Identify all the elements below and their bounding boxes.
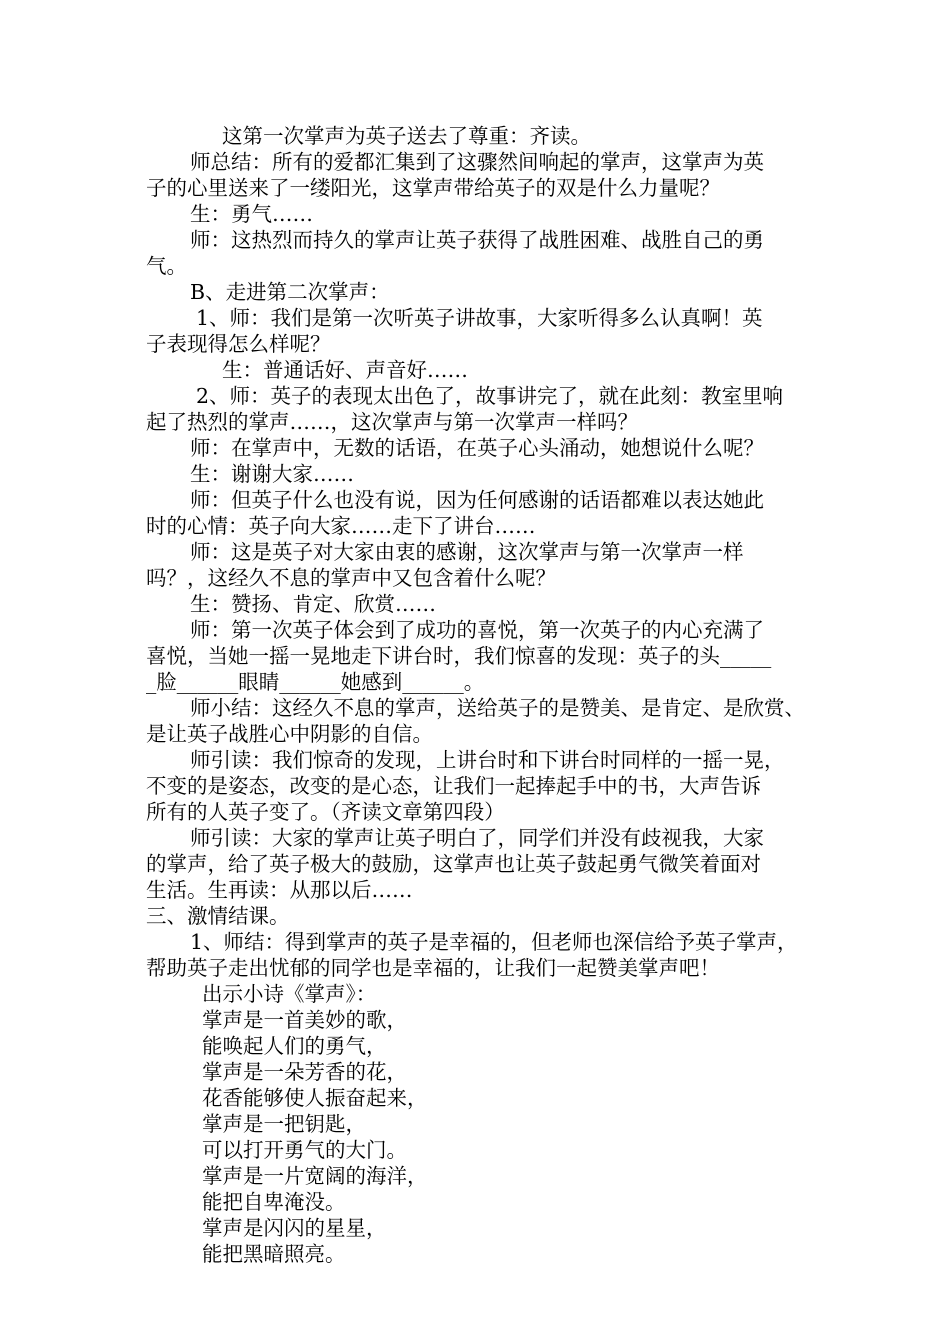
poem-line: 掌声是一首美妙的歌， — [202, 1008, 407, 1032]
poem-line: 能把自卑淹没。 — [202, 1190, 346, 1214]
section-heading: 三、激情结课。 — [146, 904, 290, 928]
poem-line: 花香能够使人振奋起来， — [202, 1086, 428, 1110]
poem-line: 掌声是闪闪的星星， — [202, 1216, 387, 1240]
text-line: 师：这热烈而持久的掌声让英子获得了战胜困难、战胜自己的勇 — [190, 228, 764, 252]
text-line: 1、师：我们是第一次听英子讲故事，大家听得多么认真啊！英 — [196, 306, 763, 330]
poem-line: 掌声是一朵芳香的花， — [202, 1060, 407, 1084]
section-heading: B、走进第二次掌声： — [190, 280, 390, 304]
text-line: 起了热烈的掌声……，这次掌声与第一次掌声一样吗？ — [146, 410, 638, 434]
text-line: 生：赞扬、肯定、欣赏…… — [190, 592, 436, 616]
poem-line: 掌声是一把钥匙， — [202, 1112, 366, 1136]
text-line: 师：但英子什么也没有说，因为任何感谢的话语都难以表达她此 — [190, 488, 764, 512]
text-line: 喜悦，当她一摇一晃地走下讲台时，我们惊喜的发现：英子的头_____ — [146, 644, 772, 668]
text-line: 气。 — [146, 254, 187, 278]
poem-line: 能把黑暗照亮。 — [202, 1242, 346, 1266]
text-line: 子的心里送来了一缕阳光，这掌声带给英子的双是什么力量呢？ — [146, 176, 720, 200]
text-line: 师引读：我们惊奇的发现，上讲台时和下讲台时同样的一摇一晃， — [190, 748, 785, 772]
text-line: 生活。生再读：从那以后…… — [146, 878, 413, 902]
text-line: 师小结：这经久不息的掌声，送给英子的是赞美、是肯定、是欣赏、 — [190, 696, 805, 720]
text-line: 1、师结：得到掌声的英子是幸福的，但老师也深信给予英子掌声， — [190, 930, 798, 954]
text-line: 的掌声，给了英子极大的鼓励，这掌声也让英子鼓起勇气微笑着面对 — [146, 852, 761, 876]
text-line: 2、师：英子的表现太出色了，故事讲完了，就在此刻：教室里响 — [196, 384, 784, 408]
poem-line: 可以打开勇气的大门。 — [202, 1138, 407, 1162]
text-line: 所有的人英子变了。（齐读文章第四段） — [146, 800, 505, 824]
text-line: 生：普通话好、声音好…… — [222, 358, 468, 382]
text-line: _脸______眼睛______她感到______。 — [146, 670, 485, 694]
text-line: 吗？，这经久不息的掌声中又包含着什么呢？ — [146, 566, 556, 590]
poem-line: 能唤起人们的勇气， — [202, 1034, 387, 1058]
text-line: 是让英子战胜心中阴影的自信。 — [146, 722, 433, 746]
text-line: 师：在掌声中，无数的话语，在英子心头涌动，她想说什么呢？ — [190, 436, 764, 460]
poem-title: 出示小诗《掌声》： — [202, 982, 377, 1006]
text-line: 师：这是英子对大家由衷的感谢，这次掌声与第一次掌声一样 — [190, 540, 744, 564]
text-line: 生：勇气…… — [190, 202, 313, 226]
text-line: 子表现得怎么样呢？ — [146, 332, 331, 356]
text-line: 生：谢谢大家…… — [190, 462, 354, 486]
text-line: 师：第一次英子体会到了成功的喜悦，第一次英子的内心充满了 — [190, 618, 764, 642]
poem-line: 掌声是一片宽阔的海洋， — [202, 1164, 428, 1188]
text-line: 这第一次掌声为英子送去了尊重：齐读。 — [222, 124, 591, 148]
text-line: 师总结：所有的爱都汇集到了这骤然间响起的掌声，这掌声为英 — [190, 150, 764, 174]
text-line: 帮助英子走出忧郁的同学也是幸福的，让我们一起赞美掌声吧！ — [146, 956, 720, 980]
text-line: 不变的是姿态，改变的是心态，让我们一起捧起手中的书，大声告诉 — [146, 774, 761, 798]
text-line: 师引读：大家的掌声让英子明白了，同学们并没有歧视我，大家 — [190, 826, 764, 850]
text-line: 时的心情：英子向大家……走下了讲台…… — [146, 514, 536, 538]
